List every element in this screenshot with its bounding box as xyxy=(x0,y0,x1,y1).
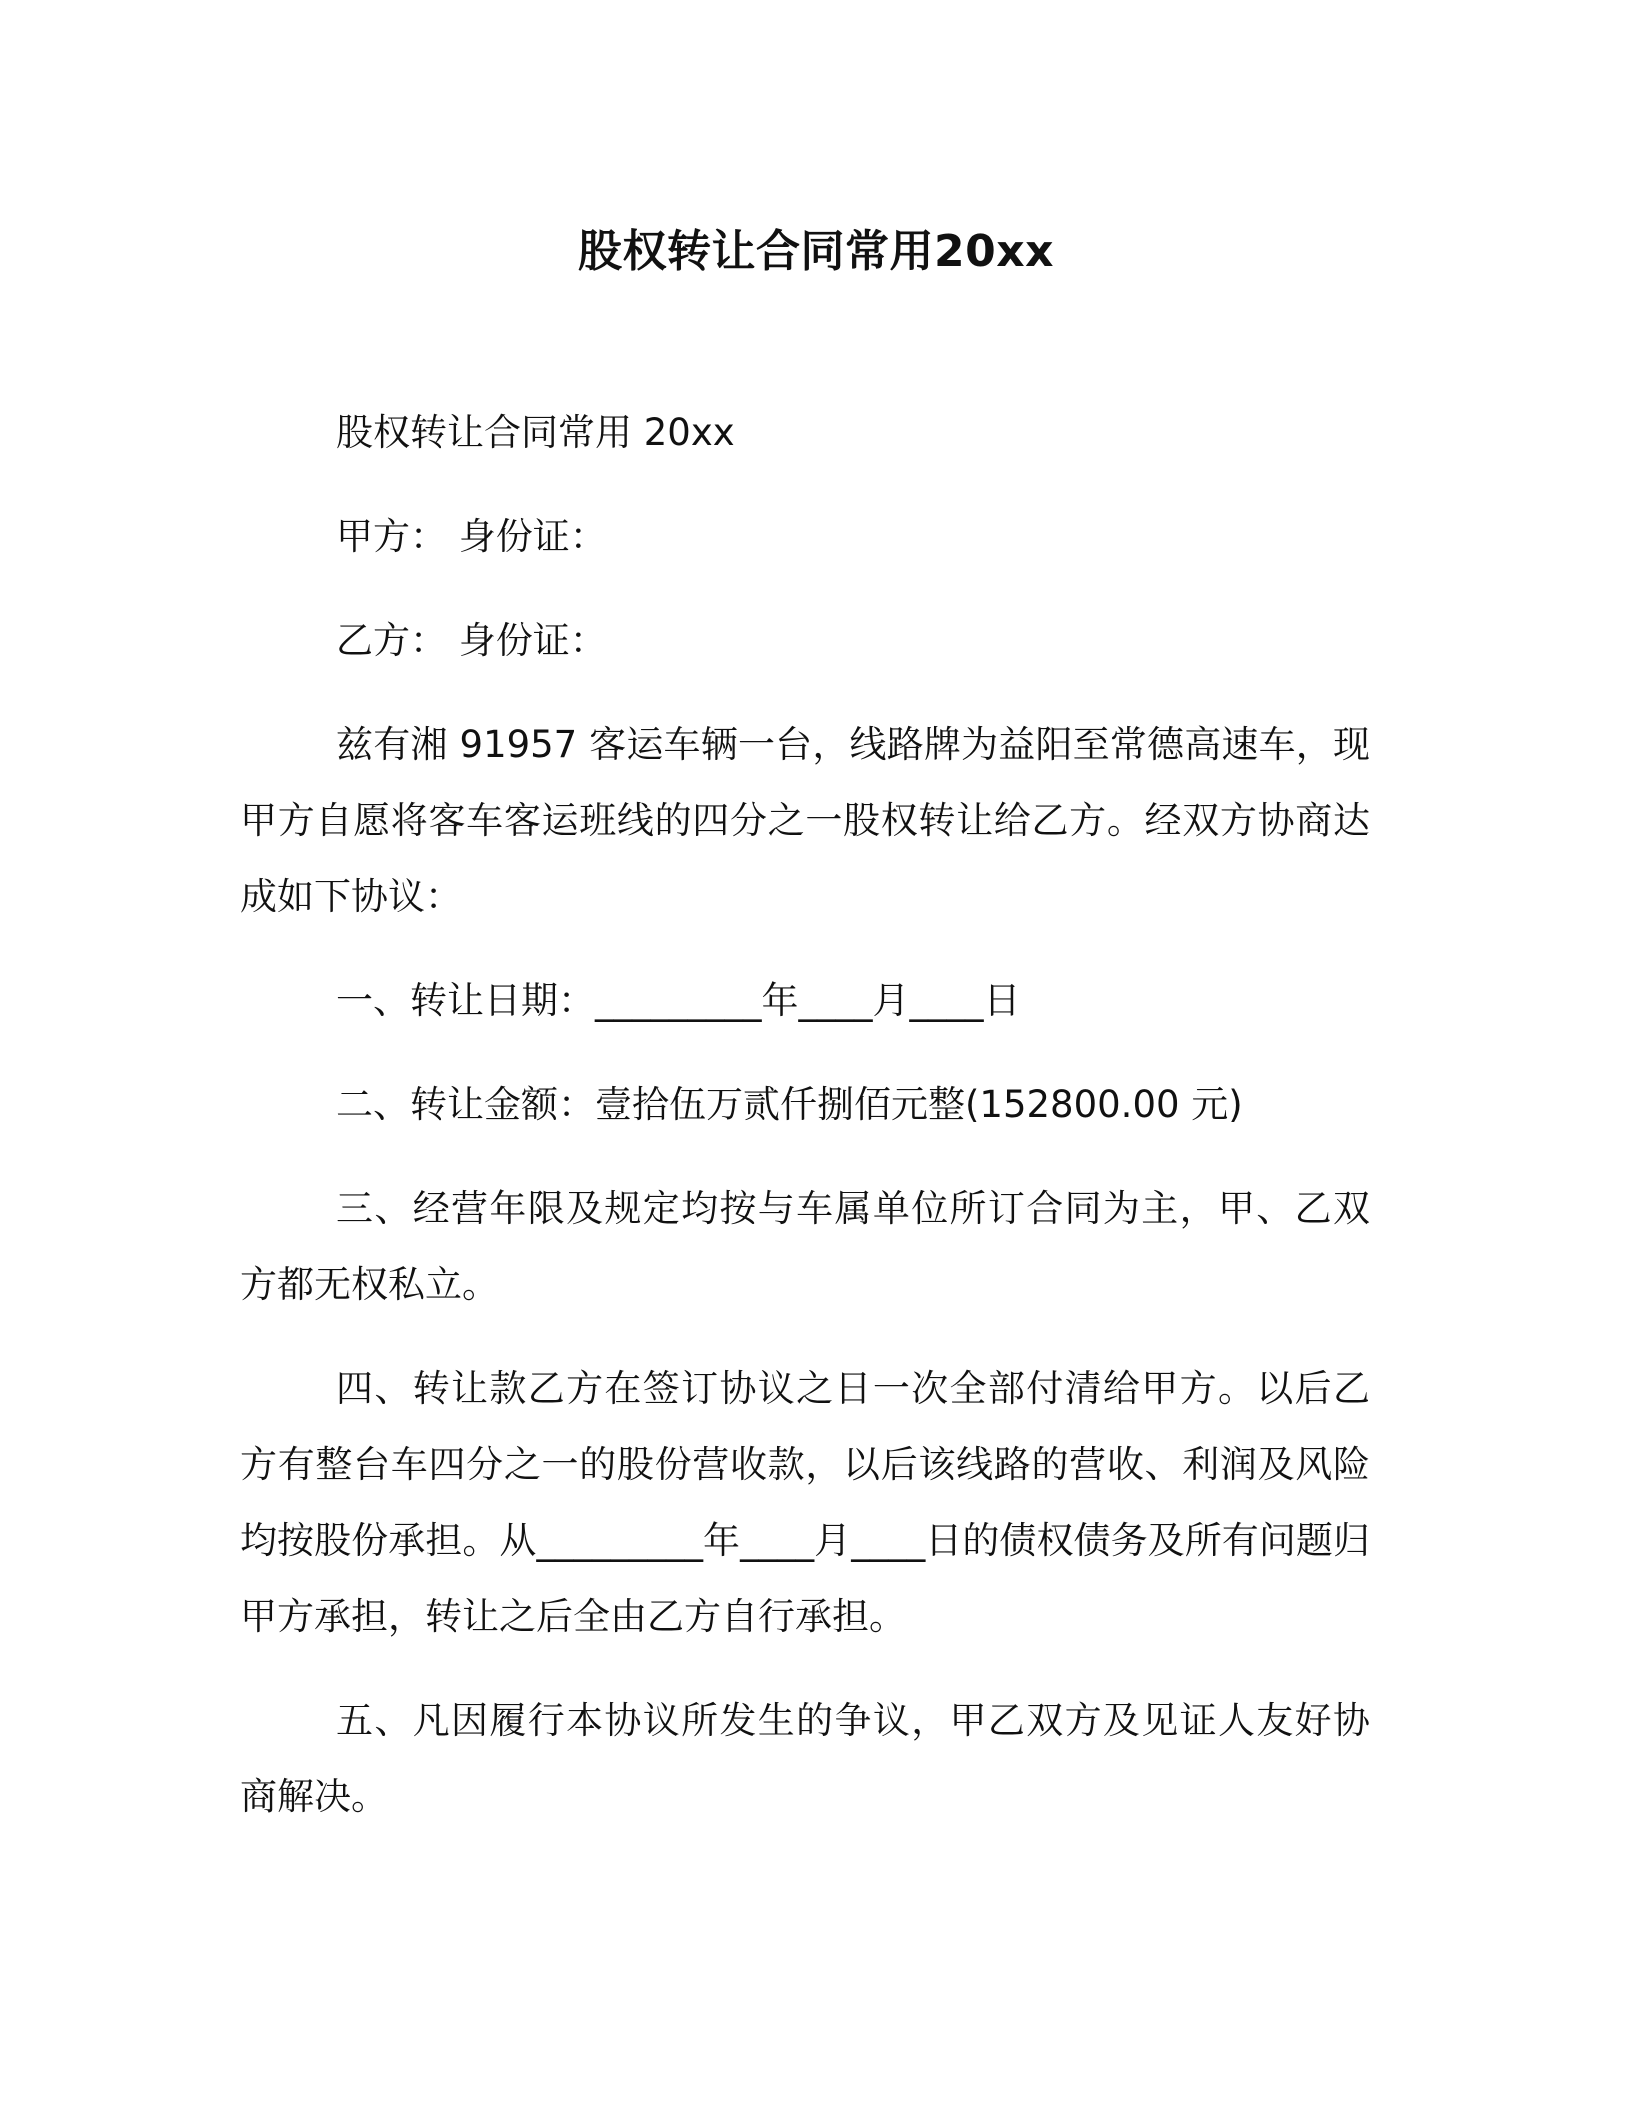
clause-3-paragraph: 三、经营年限及规定均按与车属单位所订合同为主，甲、乙双方都无权私立。 xyxy=(240,1187,1370,1306)
clause-4-paragraph: 四、转让款乙方在签订协议之日一次全部付清给甲方。以后乙方有整台车四分之一的股份营收款，以后该线路的营收、利润及风险均按股份承担。从_________年____月____日的债权债务及所有问题归甲方承担，转让之后全由乙方自行承担。 xyxy=(240,1367,1370,1638)
party-a-paragraph: 甲方： 身份证： xyxy=(336,515,607,558)
document-title: 股权转让合同常用20xx xyxy=(578,226,1054,277)
preamble-paragraph: 兹有湘 91957 客运车辆一台，线路牌为益阳至常德高速车，现甲方自愿将客车客运班线的四分之一股权转让给乙方。经双方协商达成如下协议： xyxy=(240,723,1370,918)
clause-1-paragraph: 一、转让日期：_________年____月____日 xyxy=(336,979,1021,1022)
document-body xyxy=(240,395,1370,1863)
clause-2-paragraph: 二、转让金额：壹拾伍万贰仟捌佰元整(152800.00 元) xyxy=(336,1083,1243,1126)
party-b-paragraph: 乙方： 身份证： xyxy=(336,619,607,662)
subtitle-paragraph: 股权转让合同常用 20xx xyxy=(336,411,735,454)
clause-5-paragraph: 五、凡因履行本协议所发生的争议，甲乙双方及见证人友好协商解决。 xyxy=(240,1699,1370,1818)
